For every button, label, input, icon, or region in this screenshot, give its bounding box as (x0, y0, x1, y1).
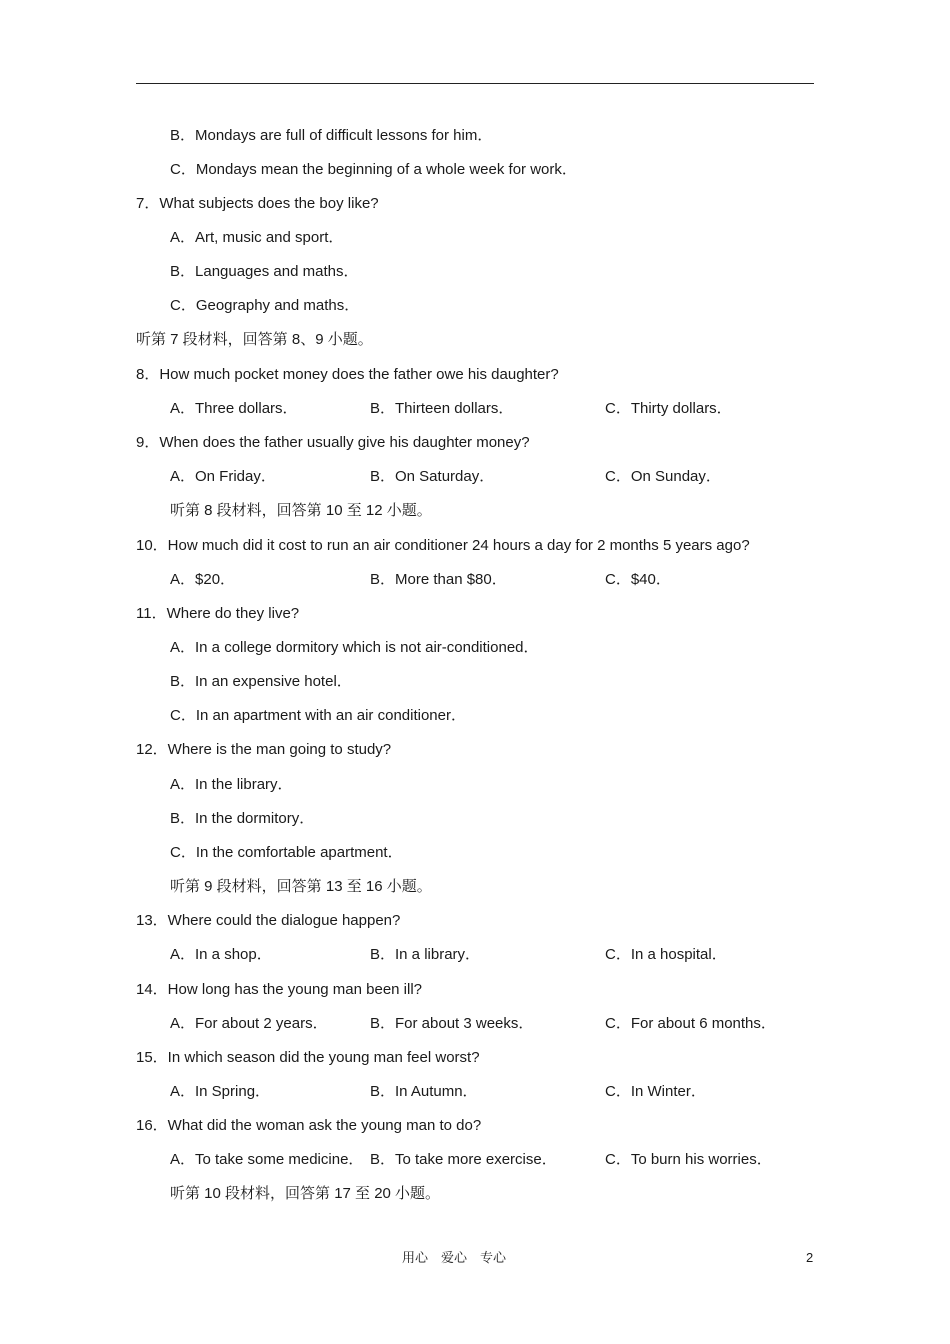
q14-option-b: B．For about 3 weeks． (370, 1015, 534, 1032)
section-7-instruction: 听第 7 段材料，回答第 8、9 小题。 (136, 331, 373, 348)
q6-option-c: C．Mondays mean the beginning of a whole week for work． (170, 161, 577, 178)
q14-option-c: C．For about 6 months． (605, 1015, 776, 1032)
q16-option-a: A．To take some medicine． (170, 1151, 364, 1168)
q12-option-b: B．In the dormitory． (170, 810, 315, 827)
q14-question: 14．How long has the young man been ill? (136, 981, 423, 998)
q9-option-c: C．On Sunday． (605, 468, 721, 485)
q16-option-b: B．To take more exercise． (370, 1151, 557, 1168)
q10-option-b: B．More than $80． (370, 571, 507, 588)
q9-option-a: A．On Friday． (170, 468, 276, 485)
q16-question: 16．What did the woman ask the young man to do? (136, 1117, 482, 1134)
section-10-instruction: 听第 10 段材料，回答第 17 至 20 小题。 (170, 1185, 441, 1202)
q15-option-c: C．In Winter． (605, 1083, 706, 1100)
q11-option-a: A．In a college dormitory which is not air-conditioned． (170, 639, 539, 656)
q13-option-b: B．In a library． (370, 946, 481, 963)
q7-option-b: B．Languages and maths． (170, 263, 359, 280)
q11-question: 11．Where do they live? (136, 605, 300, 622)
q12-option-a: A．In the library． (170, 776, 293, 793)
q15-option-a: A．In Spring． (170, 1083, 271, 1100)
q12-question: 12．Where is the man going to study? (136, 741, 392, 758)
q7-option-c: C．Geography and maths． (170, 297, 360, 314)
q8-option-b: B．Thirteen dollars． (370, 400, 514, 417)
section-8-instruction: 听第 8 段材料，回答第 10 至 12 小题。 (170, 502, 432, 519)
q9-option-b: B．On Saturday． (370, 468, 495, 485)
header-rule (136, 83, 814, 84)
q14-option-a: A．For about 2 years． (170, 1015, 328, 1032)
q8-question: 8．How much pocket money does the father owe his daughter? (136, 366, 559, 383)
q12-option-c: C．In the comfortable apartment． (170, 844, 403, 861)
page-number: 2 (806, 1250, 814, 1265)
q10-option-a: A．$20． (170, 571, 236, 588)
q15-option-b: B．In Autumn． (370, 1083, 478, 1100)
q13-option-a: A．In a shop． (170, 946, 272, 963)
q6-option-b: B．Mondays are full of difficult lessons for him． (170, 127, 493, 144)
q15-question: 15．In which season did the young man feel worst? (136, 1049, 480, 1066)
q11-option-c: C．In an apartment with an air conditioner． (170, 707, 466, 724)
q16-option-c: C．To burn his worries． (605, 1151, 772, 1168)
q13-question: 13．Where could the dialogue happen? (136, 912, 401, 929)
q11-option-b: B．In an expensive hotel． (170, 673, 352, 690)
section-9-instruction: 听第 9 段材料，回答第 13 至 16 小题。 (170, 878, 432, 895)
q13-option-c: C．In a hospital． (605, 946, 727, 963)
q7-option-a: A．Art, music and sport． (170, 229, 344, 246)
q10-question: 10．How much did it cost to run an air conditioner 24 hours a day for 2 months 5 years ago? (136, 537, 750, 554)
q10-option-c: C．$40． (605, 571, 671, 588)
q8-option-a: A．Three dollars． (170, 400, 298, 417)
q9-question: 9．When does the father usually give his daughter money? (136, 434, 530, 451)
footer-motto: 用心 爱心 专心 (402, 1250, 507, 1265)
q8-option-c: C．Thirty dollars． (605, 400, 732, 417)
q7-question: 7．What subjects does the boy like? (136, 195, 379, 212)
